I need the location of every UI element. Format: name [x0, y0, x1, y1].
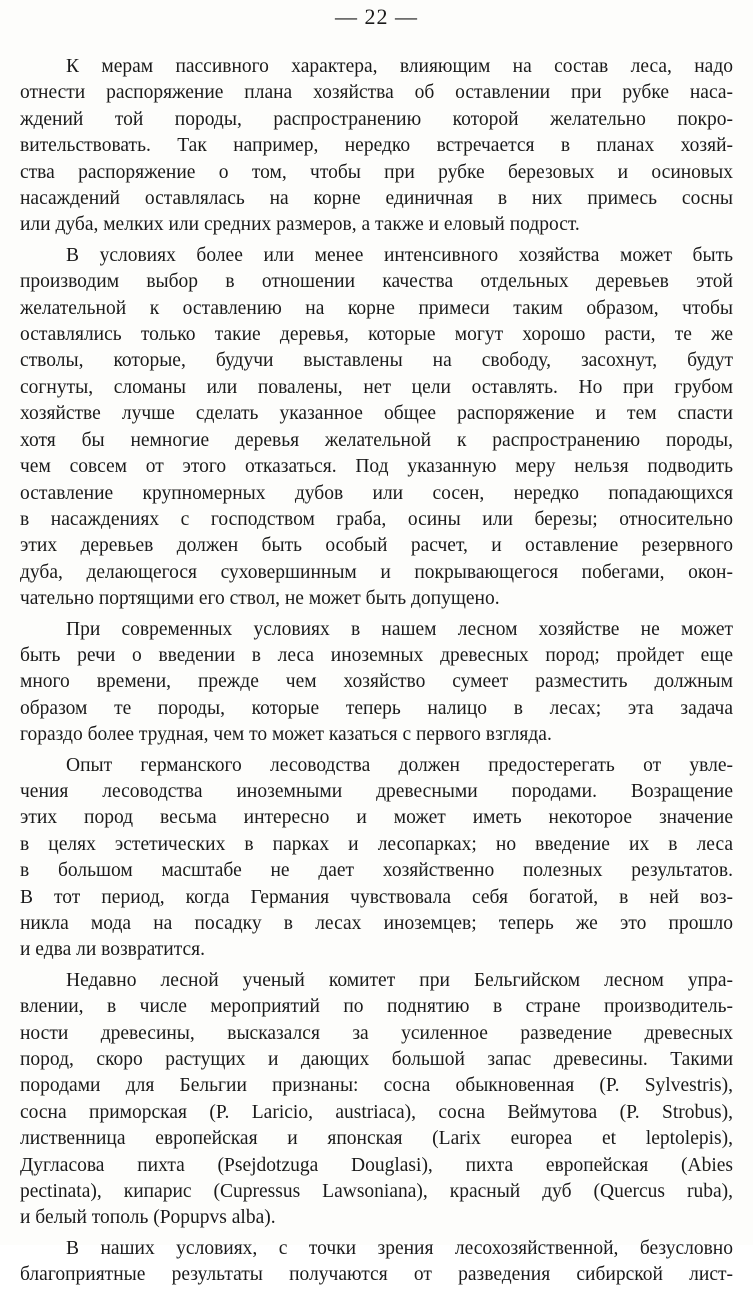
text-line: чем совсем от этого отказаться. Под указанную меру нельзя подводить	[20, 456, 733, 478]
text-line: В наших условиях, с точки зрения лесохозяйственной, безусловно	[66, 1237, 733, 1259]
text-line: согнуты, сломаны или повалены, нет цели оставлять. Но при грубом	[20, 376, 733, 398]
paragraph-1	[20, 54, 733, 239]
text-line: вительствовать. Так например, нередко встречается в планах хозяй-	[20, 135, 733, 157]
text-line: ждений той породы, распространению которой желательно покро-	[20, 108, 733, 130]
text-line: ства распоряжение о том, чтобы при рубке березовых и осиновых	[20, 161, 733, 183]
text-line: В тот период, когда Германия чувствовала себя богатой, в ней воз-	[20, 886, 733, 908]
body-text	[20, 54, 733, 1293]
text-line: оставлялись только такие деревья, которые могут хорошо расти, те же	[20, 324, 733, 346]
paragraph-5	[20, 968, 733, 1232]
text-line: хотя бы немногие деревья желательной к распространению породы,	[20, 429, 733, 451]
text-line: чения лесоводства иноземными древесными породами. Возращение	[20, 780, 733, 802]
text-line: в целях эстетических в парках и лесопарках; но введение их в леса	[20, 833, 733, 855]
page-number: — 22 —	[335, 4, 418, 29]
paragraph-3	[20, 617, 733, 749]
text-line: К мерам пассивного характера, влияющим на состав леса, надо	[66, 56, 733, 77]
text-line: образом те породы, которые теперь налицо в лесах; эта задача	[20, 697, 733, 719]
text-line: Недавно лесной ученый комитет при Бельгийском лесном упра-	[66, 969, 733, 991]
paragraph-6	[20, 1236, 733, 1289]
text-line: сосна приморская (P. Laricio, austriaca), сосна Веймутова (P. Strobus),	[20, 1101, 733, 1123]
text-line: пород, скоро растущих и дающих большой запас древесины. Такими	[20, 1049, 733, 1071]
text-line: этих пород весьма интересно и может иметь некоторое значение	[20, 807, 733, 829]
text-line: благоприятные результаты получаются от разведения сибирской лист-	[20, 1264, 733, 1286]
text-line: лиственница европейская и японская (Larix europea et leptolepis),	[20, 1128, 733, 1150]
text-line: pectinata), кипарис (Cupressus Lawsoniana), красный дуб (Quercus ruba),	[20, 1181, 733, 1203]
text-line: желательной к оставлению на корне примеси таким образом, чтобы	[20, 297, 733, 319]
text-line: хозяйстве лучше сделать указанное общее распоряжение и тем спасти	[20, 403, 733, 425]
text-line: много времени, прежде чем хозяйство сумеет разместить должным	[20, 671, 733, 693]
text-line: насаждений оставлялась на корне единичная в них примесь сосны	[20, 188, 733, 210]
text-line: гораздо более трудная, чем то может казаться с первого взгляда.	[20, 724, 552, 746]
text-line: в большом масштабе не дает хозяйственно полезных результатов.	[20, 860, 733, 882]
text-line: быть речи о введении в леса иноземных древесных пород; пройдет еще	[20, 644, 733, 666]
text-line: В условиях более или менее интенсивного хозяйства может быть	[66, 244, 733, 266]
text-line: влении, в числе мероприятий по поднятию в стране производитель-	[20, 996, 733, 1018]
text-line: и едва ли возвратится.	[20, 939, 206, 961]
text-line: или дуба, мелких или средних размеров, а также и еловый подрост.	[20, 214, 580, 236]
text-line: отнести распоряжение плана хозяйства об оставлении при рубке наса-	[20, 82, 733, 104]
text-line: чательно портящими его ствол, не может быть допущено.	[20, 588, 500, 610]
paragraph-2	[20, 243, 733, 613]
text-line: При современных условиях в нашем лесном хозяйстве не может	[66, 618, 733, 640]
text-line: стволы, которые, будучи выставлены на свободу, засохнут, будут	[20, 350, 733, 372]
text-line: никла мода на посадку в лесах иноземцев; теперь же это прошло	[20, 913, 733, 934]
text-line: дуба, делающегося суховершинным и покрывающегося побегами, окон-	[20, 561, 733, 583]
text-line: этих деревьев должен быть особый расчет, и оставление резервного	[20, 535, 733, 557]
text-line: ности древесины, высказался за усиленное разведение древесных	[20, 1022, 733, 1044]
text-line: породами для Бельгии признаны: сосна обыкновенная (P. Sylvestris),	[20, 1075, 733, 1097]
text-line: Опыт германского лесоводства должен предостерегать от увле-	[66, 754, 733, 776]
text-line: и белый тополь (Popupvs alba).	[20, 1207, 276, 1229]
paragraph-4	[20, 753, 733, 964]
text-line: производим выбор в отношении качества отдельных деревьев этой	[20, 271, 733, 293]
text-line: в насаждениях с господством граба, осины или березы; относительно	[20, 508, 733, 530]
text-line: оставление крупномерных дубов или сосен, нередко попадающихся	[20, 482, 733, 504]
text-line: Дугласова пихта (Psejdotzuga Douglasi), пихта европейская (Abies	[20, 1154, 733, 1176]
